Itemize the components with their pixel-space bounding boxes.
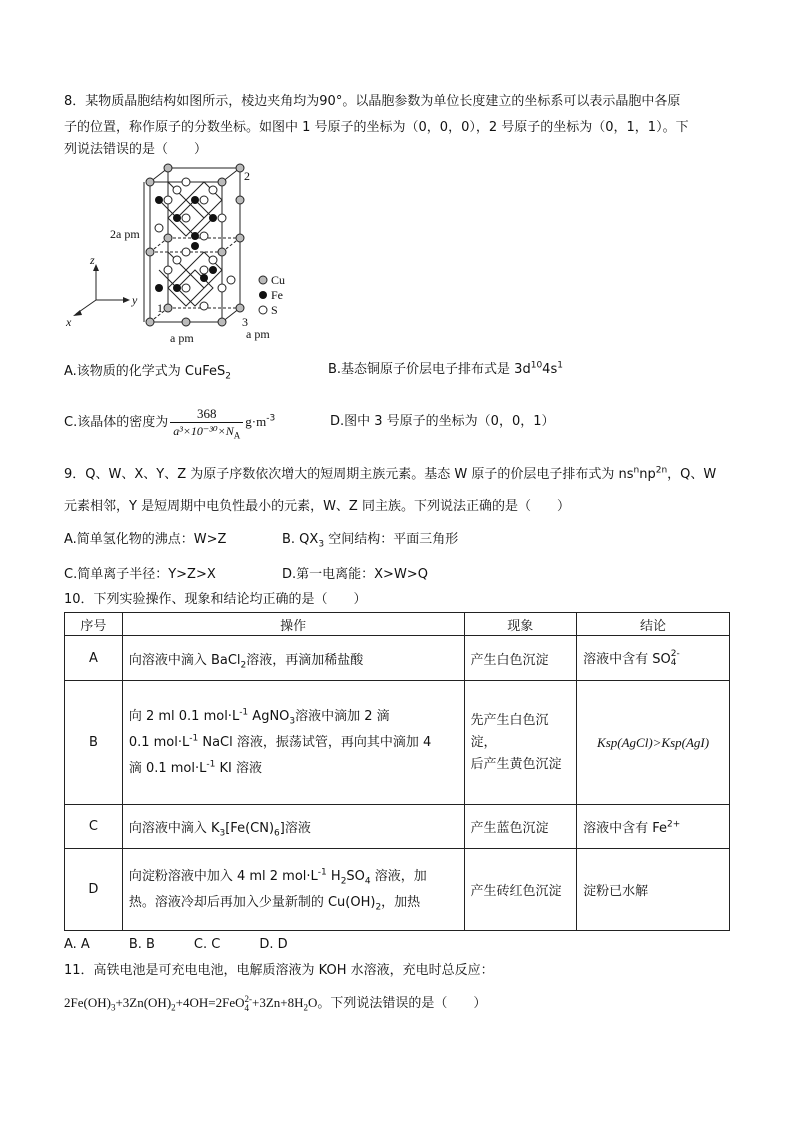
row-operation: 向溶液中滴入 BaCl$_2$溶液，再滴加稀盐酸: [122, 636, 464, 681]
row-conclusion: 淀粉已水解: [577, 849, 730, 931]
q10-answers: A. A B. B C. C D. D: [64, 937, 288, 952]
header-id: 序号: [65, 613, 123, 636]
row-conclusion: Ksp(AgCl)>Ksp(AgI): [577, 681, 730, 805]
row-operation: 向 2 ml 0.1 $mol\cdot L^{-1}$ AgNO$_3$溶液中滴加 2 滴 0.1 $mol\cdot L^{-1}$ NaCl 溶液，振荡试管，再向其中滴加 4 滴 0.1 $mol\cdot L^{-1}$ KI 溶液: [122, 681, 464, 805]
row-conclusion: 溶液中含有 $Fe^{2+}$: [577, 805, 730, 849]
legend-s: S: [271, 303, 278, 317]
experiment-table: [64, 612, 730, 931]
q9-option-a: A.简单氢化物的沸点：W>Z: [64, 532, 227, 547]
row-id: B: [65, 681, 123, 805]
axis-z: z: [90, 253, 95, 267]
q10-title: 10．下列实验操作、现象和结论均正确的是（ ）: [64, 592, 367, 607]
crystal-cell-figure: [60, 160, 300, 350]
axis-y: y: [132, 293, 138, 307]
atom-1-label: 1: [157, 301, 163, 315]
q9-option-d: D.第一电离能：X>W>Q: [282, 567, 428, 582]
atom-3-label: 3: [242, 315, 248, 329]
table-header-row: [65, 613, 730, 636]
row-id: A: [65, 636, 123, 681]
q8-line1: 8．某物质晶胞结构如图所示，棱边夹角均为90°。以晶胞参数为单位长度建立的坐标系可以表示晶胞中各原: [64, 94, 681, 109]
label-width: a pm: [170, 331, 194, 345]
table-row: [65, 849, 730, 931]
reaction-equation: $2Fe(OH)_3+3Zn(OH)_2+4OH=2FeO$ 2- 4 $+3Zn+8H_2O$: [64, 994, 318, 1014]
legend-cu: Cu: [271, 273, 286, 287]
legend-fe: Fe: [271, 288, 283, 302]
q9-option-b: B. $QX_3$ 空间结构：平面三角形: [282, 532, 459, 550]
row-operation: 向淀粉溶液中加入 4 ml 2 $mol\cdot L^{-1}$ $H_2SO_4$ 溶液，加 热。溶液冷却后再加入少量新制的 $Cu(OH)_2$，加热: [122, 849, 464, 931]
q11-line1: 11．高铁电池是可充电电池，电解质溶液为 KOH 水溶液，充电时总反应：: [64, 963, 494, 978]
row-id: C: [65, 805, 123, 849]
q9-option-c: C.简单离子半径：Y>Z>X: [64, 567, 216, 582]
table-row: [65, 681, 730, 805]
row-phenomenon: 先产生白色沉 淀， 后产生黄色沉淀: [464, 681, 577, 805]
row-id: D: [65, 849, 123, 931]
label-height: 2a pm: [110, 227, 140, 241]
table-row: [65, 636, 730, 681]
row-operation: 向溶液中滴入 $K_3[Fe(CN)_6]$溶液: [122, 805, 464, 849]
density-fraction: $\frac{368}{a^3\times 10^{-30}\times N_A}$: [170, 406, 243, 439]
row-conclusion: 溶液中含有 SO 2- 4: [577, 636, 730, 681]
q8-option-c: C.该晶体的密度为 $\frac{368}{a^3\times 10^{-30}\times N_A}$ $g\cdot m^{-3}$: [64, 406, 276, 441]
q9-line2: 元素相邻，Y 是短周期中电负性最小的元素，W、Z 同主族。下列说法正确的是（ ）: [64, 499, 570, 514]
row-phenomenon: 产生蓝色沉淀: [464, 805, 577, 849]
header-conclusion: 结论: [577, 613, 730, 636]
atom-2-label: 2: [244, 169, 250, 183]
q8-option-b: B.基态铜原子价层电子排布式是 $3d^{10}4s^1$: [328, 360, 563, 377]
header-operation: 操作: [122, 613, 464, 636]
row-phenomenon: 产生砖红色沉淀: [464, 849, 577, 931]
label-depth: a pm: [246, 327, 270, 341]
axis-x: x: [66, 315, 72, 329]
table-row: [65, 805, 730, 849]
q8-option-a: A.该物质的化学式为 CuFeS$_2$: [64, 364, 231, 382]
header-phenomenon: 现象: [464, 613, 577, 636]
q9-line1: 9．Q、W、X、Y、Z 为原子序数依次增大的短周期主族元素。基态 W 原子的价层电子排布式为 $ns^nnp^{2n}$，Q、W: [64, 465, 717, 482]
q8-line2: 子的位置，称作原子的分数坐标。如图中 1 号原子的坐标为（0，0，0），2 号原子的坐标为（0，1，1）。下: [64, 120, 689, 135]
row-phenomenon: 产生白色沉淀: [464, 636, 577, 681]
q8-option-d: D.图中 3 号原子的坐标为（0，0，1）: [330, 414, 555, 429]
q8-line3: 列说法错误的是（ ）: [64, 142, 208, 157]
q11-equation: $2Fe(OH)_3+3Zn(OH)_2+4OH=2FeO$ 2- 4 $+3Zn+8H_2O$。下列说法错误的是（ ）: [64, 994, 487, 1014]
